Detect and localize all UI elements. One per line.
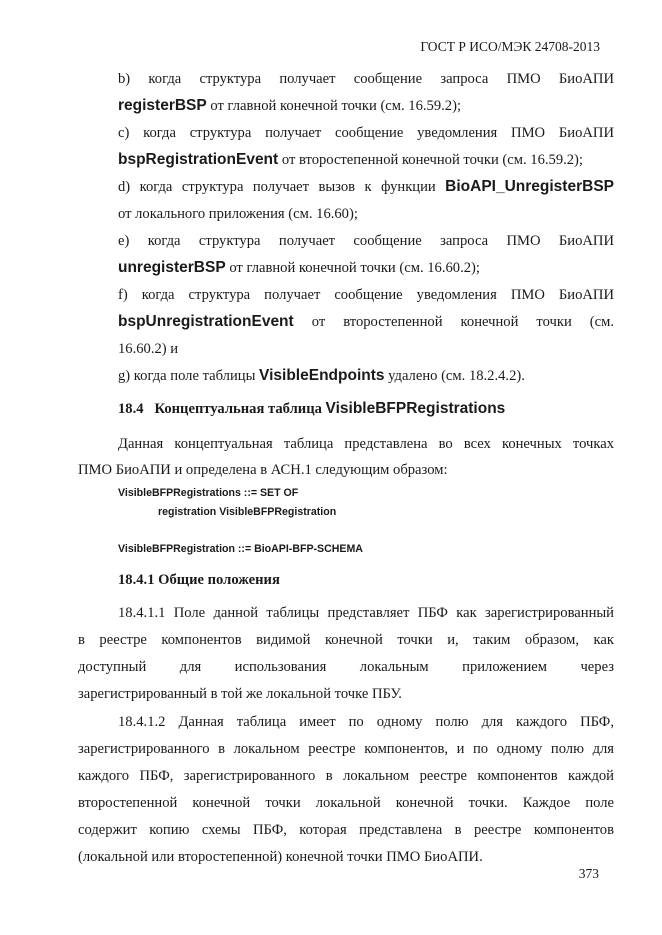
section-heading: 18.4 Концептуальная таблица VisibleBFPRegistrations <box>118 400 506 417</box>
code-term: bspUnregistrationEvent <box>118 313 294 330</box>
list-item-g-line1: g) когда поле таблицы VisibleEndpoints удалено (см. 18.2.4.2). <box>118 367 525 384</box>
list-item-b-line1: b) когда структура получает сообщение запроса ПМО БиоАПИ <box>118 71 614 87</box>
code-term: VisibleEndpoints <box>259 367 385 384</box>
paragraph-1-line1: 18.4.1.1 Поле данной таблицы представляет ПБФ как зарегистрированный <box>118 605 614 621</box>
asn-definition-line2: registration VisibleBFPRegistration <box>158 506 337 518</box>
list-item-d-line2: от локального приложения (см. 16.60); <box>118 206 358 222</box>
subsection-heading: 18.4.1 Общие положения <box>118 572 280 588</box>
list-item-d-line1: d) когда структура получает вызов к функции BioAPI_UnregisterBSP <box>118 178 614 195</box>
paragraph-2-line3: каждого ПБФ, зарегистрированного в локальном реестре компонентов каждой <box>78 768 614 784</box>
paragraph-2-line4: второстепенной конечной точки локальной конечной точки. Каждое поле <box>78 795 614 811</box>
list-item-f-line2: bspUnregistrationEvent от второстепенной конечной точки (см. <box>118 313 614 330</box>
paragraph-1-line4: зарегистрированный в той же локальной точке ПБУ. <box>78 686 402 702</box>
paragraph-1-line2: в реестре компонентов видимой конечной точки и, таким образом, как <box>78 632 614 648</box>
list-item-c-line1: c) когда структура получает сообщение уведомления ПМО БиоАПИ <box>118 125 614 141</box>
list-item-e-line1: e) когда структура получает сообщение запроса ПМО БиоАПИ <box>118 233 614 249</box>
paragraph-2-line6: (локальной или второстепенной) конечной точки ПМО БиоАПИ. <box>78 849 483 865</box>
paragraph-1-line3: доступный для использования локальным приложением через <box>78 659 614 675</box>
code-term: unregisterBSP <box>118 259 226 276</box>
list-item-c-line2: bspRegistrationEvent от второстепенной конечной точки (см. 16.59.2); <box>118 151 583 168</box>
list-item-b-line2: registerBSP от главной конечной точки (см. 16.59.2); <box>118 97 462 114</box>
code-term: VisibleBFPRegistrations <box>325 400 506 417</box>
list-item-f-line3: 16.60.2) и <box>118 341 179 357</box>
code-term: registerBSP <box>118 97 207 114</box>
paragraph-2-line1: 18.4.1.2 Данная таблица имеет по одному полю для каждого ПБФ, <box>118 714 614 730</box>
intro-paragraph-line1: Данная концептуальная таблица представлена во всех конечных точках <box>118 436 614 452</box>
code-term: BioAPI_UnregisterBSP <box>445 178 614 195</box>
intro-paragraph-line2: ПМО БиоАПИ и определена в АСН.1 следующим образом: <box>78 462 448 478</box>
document-standard-header: ГОСТ Р ИСО/МЭК 24708-2013 <box>420 39 600 54</box>
asn-definition-line1: VisibleBFPRegistrations ::= SET OF <box>118 487 299 499</box>
paragraph-2-line2: зарегистрированного в локальном реестре компонентов, и по одному полю для <box>78 741 614 757</box>
code-term: bspRegistrationEvent <box>118 151 279 168</box>
list-item-f-line1: f) когда структура получает сообщение уведомления ПМО БиоАПИ <box>118 287 614 303</box>
page-number: 373 <box>578 866 599 881</box>
asn-definition-line3: VisibleBFPRegistration ::= BioAPI-BFP-SCHEMA <box>118 543 363 555</box>
paragraph-2-line5: содержит копию схемы ПБФ, которая представлена в реестре компонентов <box>78 822 614 838</box>
list-item-e-line2: unregisterBSP от главной конечной точки (см. 16.60.2); <box>118 259 480 276</box>
